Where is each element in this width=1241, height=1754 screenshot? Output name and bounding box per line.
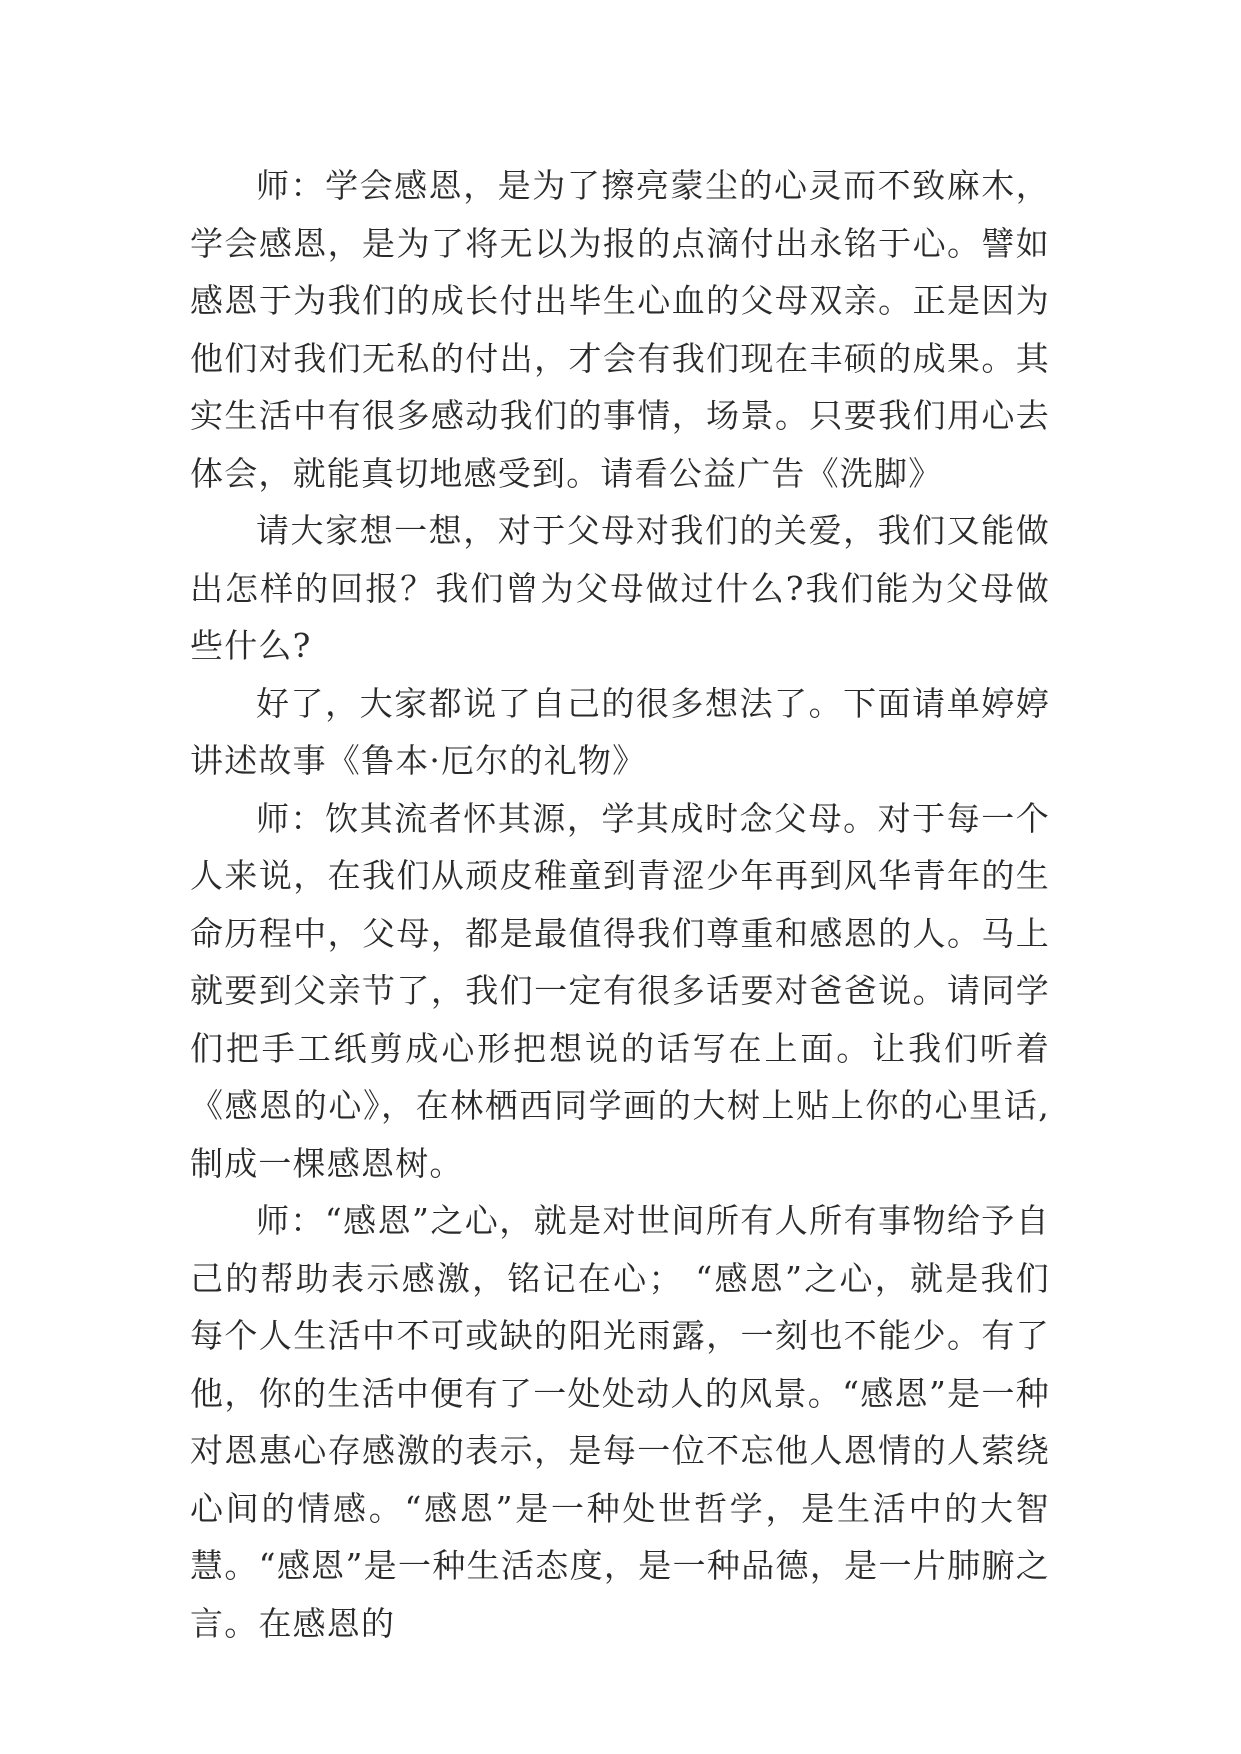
- paragraph-2: 请大家想一想，对于父母对我们的关爱，我们又能做出怎样的回报？我们曾为父母做过什么?我们能为父母做些什么?: [190, 511, 1050, 665]
- document-body: [190, 157, 1050, 1652]
- paragraph-4: 师：饮其流者怀其源，学其成时念父母。对于每一个人来说，在我们从顽皮稚童到青涩少年再到风华青年的生命历程中，父母，都是最值得我们尊重和感恩的人。马上就要到父亲节了，我们一定有很多话要对爸爸说。请同学们把手工纸剪成心形把想说的话写在上面。让我们听着《感恩的心》，在林栖西同学画的大树上贴上你的心里话,制成一棵感恩树。: [190, 798, 1050, 1183]
- paragraph-1: 师：学会感恩，是为了擦亮蒙尘的心灵而不致麻木，学会感恩，是为了将无以为报的点滴付出永铭于心。譬如感恩于为我们的成长付出毕生心血的父母双亲。正是因为他们对我们无私的付出，才会有我们现在丰硕的成果。其实生活中有很多感动我们的事情，场景。只要我们用心去体会，就能真切地感受到。请看公益广告《洗脚》: [190, 166, 1050, 493]
- paragraph-3: 好了，大家都说了自己的很多想法了。下面请单婷婷讲述故事《鲁本·厄尔的礼物》: [190, 683, 1050, 780]
- paragraph-5: 师：“感恩”之心，就是对世间所有人所有事物给予自己的帮助表示感激，铭记在心； “感恩”之心，就是我们每个人生活中不可或缺的阳光雨露，一刻也不能少。有了他，你的生活中便有了一处处动人的风景。“感恩”是一种对恩惠心存感激的表示，是每一位不忘他人恩情的人萦绕心间的情感。“感恩”是一种处世哲学，是生活中的大智慧。“感恩”是一种生活态度，是一种品德，是一片肺腑之言。在感恩的: [190, 1201, 1050, 1643]
